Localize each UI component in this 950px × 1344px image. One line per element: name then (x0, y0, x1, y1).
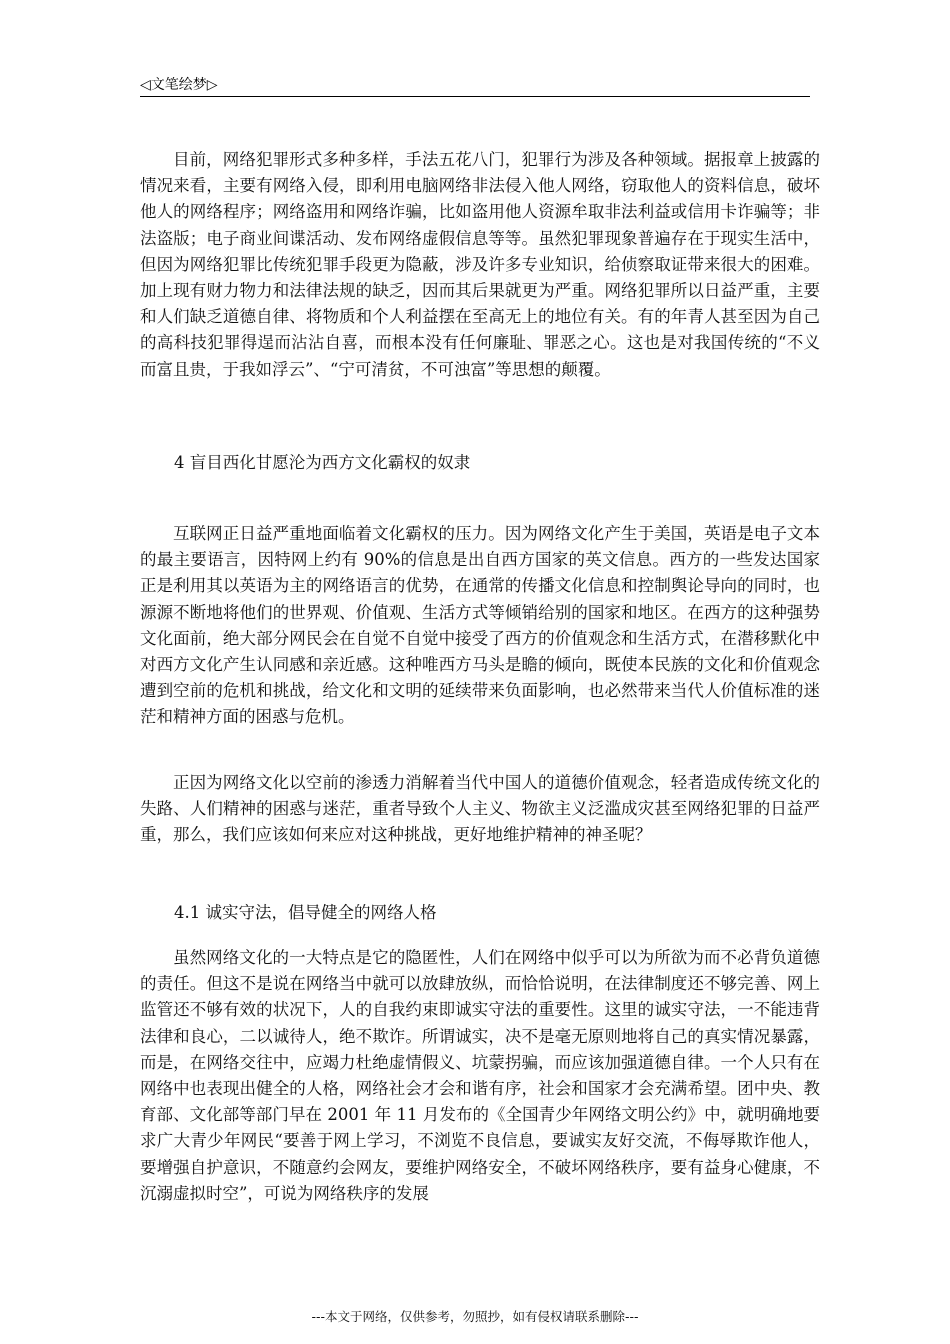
page-footer: ---本文于网络，仅供参考，勿照抄，如有侵权请联系删除--- (311, 1309, 639, 1324)
section-heading-4-1: 4.1 诚实守法，倡导健全的网络人格 (174, 903, 437, 922)
paragraph-response: 正因为网络文化以空前的渗透力消解着当代中国人的道德价值观念，轻者造成传统文化的失路、人们精神的困惑与迷茫，重者导致个人主义、物欲主义泛滥成灾甚至网络犯罪的日益严重，那么，我们应该如何来应对这种挑战，更好地维护精神的神圣呢？ (140, 773, 820, 845)
paragraph-honesty: 虽然网络文化的一大特点是它的隐匿性，人们在网络中似乎可以为所欲为而不必背负道德的责任。但这不是说在网络当中就可以放肆放纵，而恰恰说明，在法律制度还不够完善、网上监管还不够有效的状况下，人的自我约束即诚实守法的重要性。这里的诚实守法，一不能违背法律和良心，二以诚待人，绝不欺诈。所谓诚实，决不是毫无原则地将自己的真实情况暴露，而是，在网络交往中，应竭力杜绝虚情假义、坑蒙拐骗，而应该加强道德自律。一个人只有在网络中也表现出健全的人格，网络社会才会和谐有序，社会和国家才会充满希望。团中央、教育部、文化部等部门早在 2001 年 11 月发布的《全国青少年网络文明公约》中，就明确地要求广大青少年网民“要善于网上学习，不浏览不良信息，要诚实友好交流，不侮辱欺诈他人，要增强自护意识，不随意约会网友，要维护网络安全，不破坏网络秩序，要有益身心健康，不沉溺虚拟时空”，可说为网络秩序的发展 (140, 948, 820, 1203)
section-heading-4: 4 盲目西化甘愿沦为西方文化霸权的奴隶 (174, 453, 471, 472)
paragraph-cybercrime: 目前，网络犯罪形式多种多样，手法五花八门，犯罪行为涉及各种领域。据报章上披露的情况来看，主要有网络入侵，即利用电脑网络非法侵入他人网络，窃取他人的资料信息，破坏他人的网络程序；网络盗用和网络诈骗，比如盗用他人资源牟取非法利益或信用卡诈骗等；非法盗版；电子商业间谍活动、发布网络虚假信息等等。虽然犯罪现象普遍存在于现实生活中，但因为网络犯罪比传统犯罪手段更为隐蔽，涉及许多专业知识，给侦察取证带来很大的困难。加上现有财力物力和法律法规的缺乏，因而其后果就更为严重。网络犯罪所以日益严重，主要和人们缺乏道德自律、将物质和个人利益摆在至高无上的地位有关。有的年青人甚至因为自己的高科技犯罪得逞而沾沾自喜，而根本没有任何廉耻、罪恶之心。这也是对我国传统的“不义而富且贵，于我如浮云”、“宁可清贫，不可浊富”等思想的颠覆。 (140, 150, 820, 379)
header-brand: ◁文笔绘梦▷ (140, 77, 218, 93)
page-header (140, 72, 810, 97)
paragraph-cultural-hegemony: 互联网正日益严重地面临着文化霸权的压力。因为网络文化产生于美国，英语是电子文本的最主要语言，因特网上约有 90%的信息是出自西方国家的英文信息。西方的一些发达国家正是利用其以英语为主的网络语言的优势，在通常的传播文化信息和控制舆论导向的同时，也源源不断地将他们的世界观、价值观、生活方式等倾销给别的国家和地区。在西方的这种强势文化面前，绝大部分网民会在自觉不自觉中接受了西方的价值观念和生活方式，在潜移默化中对西方文化产生认同感和亲近感。这种唯西方马头是瞻的倾向，既使本民族的文化和价值观念遭到空前的危机和挑战，给文化和文明的延续带来负面影响，也必然带来当代人价值标准的迷茫和精神方面的困惑与危机。 (140, 524, 820, 727)
